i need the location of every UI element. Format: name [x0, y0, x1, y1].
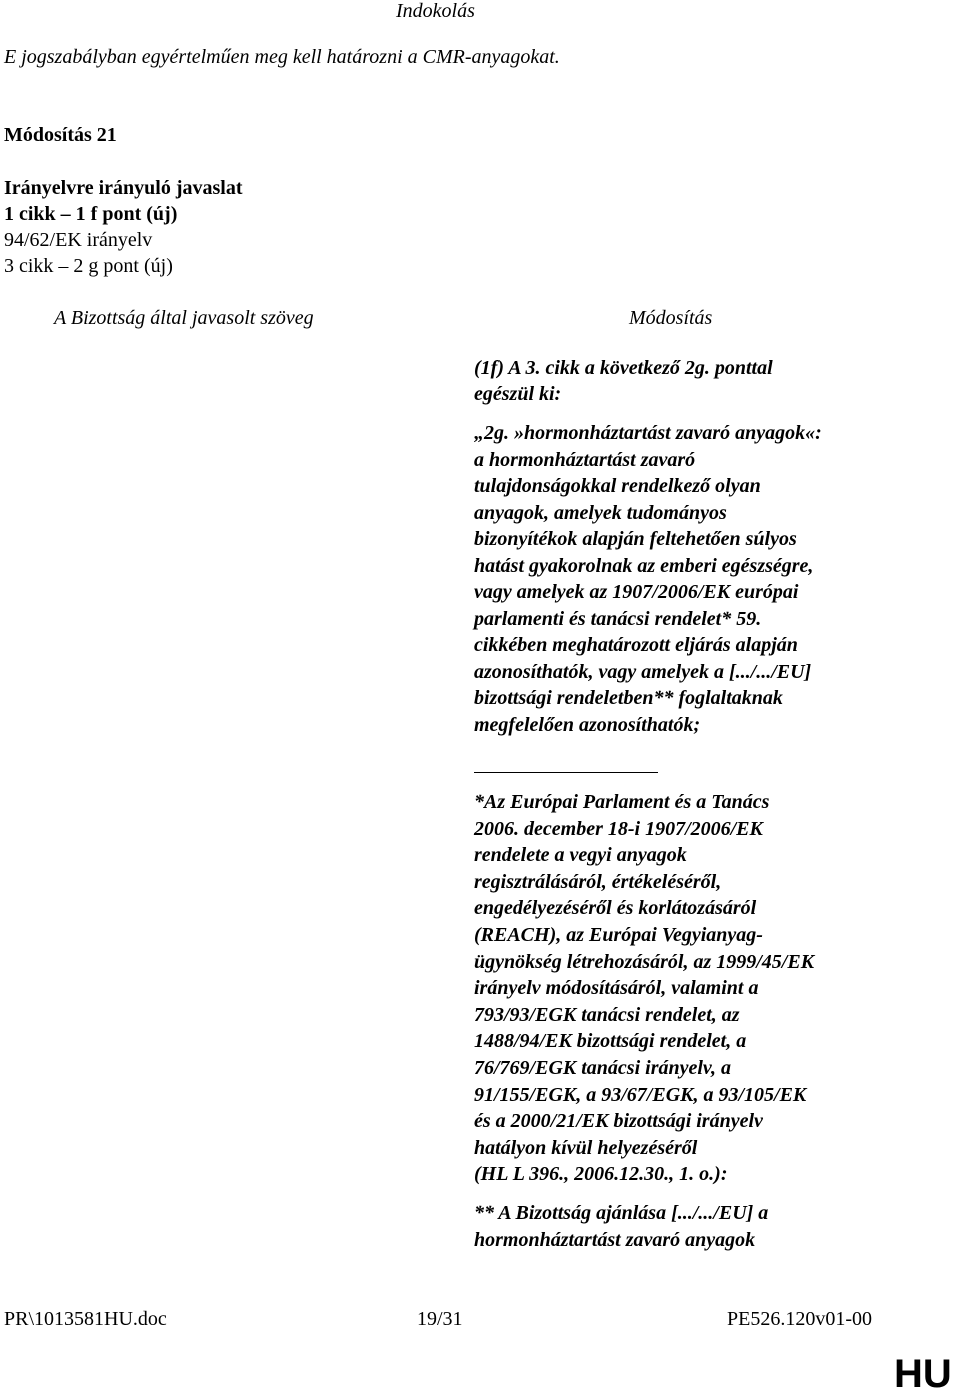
- reference-line: 3 cikk – 2 g pont (új): [4, 255, 173, 277]
- amendment-intro: [474, 355, 944, 407]
- language-code: HU: [894, 1352, 952, 1396]
- text-line: bizottsági rendeletben** foglaltaknak: [474, 687, 783, 709]
- document-reference: PR\1013581HU.doc: [4, 1308, 167, 1330]
- reference-line: 1 cikk – 1 f pont (új): [4, 203, 178, 225]
- text-line: tulajdonságokkal rendelkező olyan: [474, 475, 761, 497]
- text-line: (1f) A 3. cikk a következő 2g. ponttal: [474, 357, 773, 379]
- text-line: hatályon kívül helyezéséről: [474, 1136, 698, 1159]
- text-line: „2g. »hormonháztartást zavaró anyagok«:: [474, 422, 822, 444]
- text-line: (REACH), az Európai Vegyianyag-: [474, 923, 763, 946]
- text-line: a hormonháztartást zavaró: [474, 448, 696, 471]
- justification-heading: Indokolás: [396, 0, 475, 22]
- text-line: ügynökség létrehozásáról, az 1999/45/EK: [474, 950, 815, 973]
- footnote-commission-recommendation: [474, 1200, 944, 1254]
- text-line: rendelete a vegyi anyagok: [474, 844, 687, 867]
- text-line: 91/155/EGK, a 93/67/EGK, a 93/105/EK: [474, 1083, 807, 1106]
- text-line: regisztrálásáról, értékeléséről,: [474, 870, 722, 893]
- footnote-reach: [474, 789, 944, 1188]
- page-number: 19/31: [417, 1308, 463, 1330]
- amendment-column-header: Módosítás: [629, 307, 713, 329]
- text-line: cikkében meghatározott eljárás alapján: [474, 634, 798, 656]
- text-line: azonosíthatók, vagy amelyek a [.../.../EU]: [474, 660, 812, 683]
- text-line: (HL L 396., 2006.12.30., 1. o.):: [474, 1163, 728, 1186]
- text-line: irányelv módosításáról, valamint a: [474, 977, 759, 1000]
- text-line: megfelelően azonosíthatók;: [474, 713, 701, 736]
- text-line: ** A Bizottság ajánlása [.../.../EU] a: [474, 1202, 769, 1224]
- text-line: 76/769/EGK tanácsi irányelv, a: [474, 1056, 732, 1079]
- reference-line: 94/62/EK irányelv: [4, 229, 153, 251]
- amendment-title: Módosítás 21: [4, 124, 117, 146]
- text-line: parlamenti és tanácsi rendelet* 59.: [474, 607, 762, 630]
- justification-text: E jogszabályban egyértelműen meg kell határozni a CMR-anyagokat.: [4, 46, 560, 68]
- text-line: vagy amelyek az 1907/2006/EK európai: [474, 581, 799, 603]
- text-line: engedélyezéséről és korlátozásáról: [474, 897, 757, 920]
- footnote-separator: [474, 772, 658, 773]
- text-line: bizonyítékok alapján feltehetően súlyos: [474, 528, 797, 550]
- pe-reference: PE526.120v01-00: [727, 1308, 872, 1330]
- text-line: 2006. december 18-i 1907/2006/EK: [474, 817, 763, 840]
- proposal-label: Irányelvre irányuló javaslat: [4, 177, 243, 199]
- text-line: 1488/94/EK bizottsági rendelet, a: [474, 1030, 747, 1053]
- text-line: anyagok, amelyek tudományos: [474, 501, 727, 524]
- commission-text-header: A Bizottság által javasolt szöveg: [54, 307, 314, 329]
- text-line: hormonháztartást zavaró anyagok: [474, 1229, 756, 1251]
- amendment-body: [474, 420, 944, 738]
- text-line: hatást gyakorolnak az emberi egészségre,: [474, 554, 814, 577]
- text-line: *Az Európai Parlament és a Tanács: [474, 791, 770, 813]
- text-line: egészül ki:: [474, 383, 562, 405]
- text-line: 793/93/EGK tanácsi rendelet, az: [474, 1003, 740, 1026]
- text-line: és a 2000/21/EK bizottsági irányelv: [474, 1110, 763, 1133]
